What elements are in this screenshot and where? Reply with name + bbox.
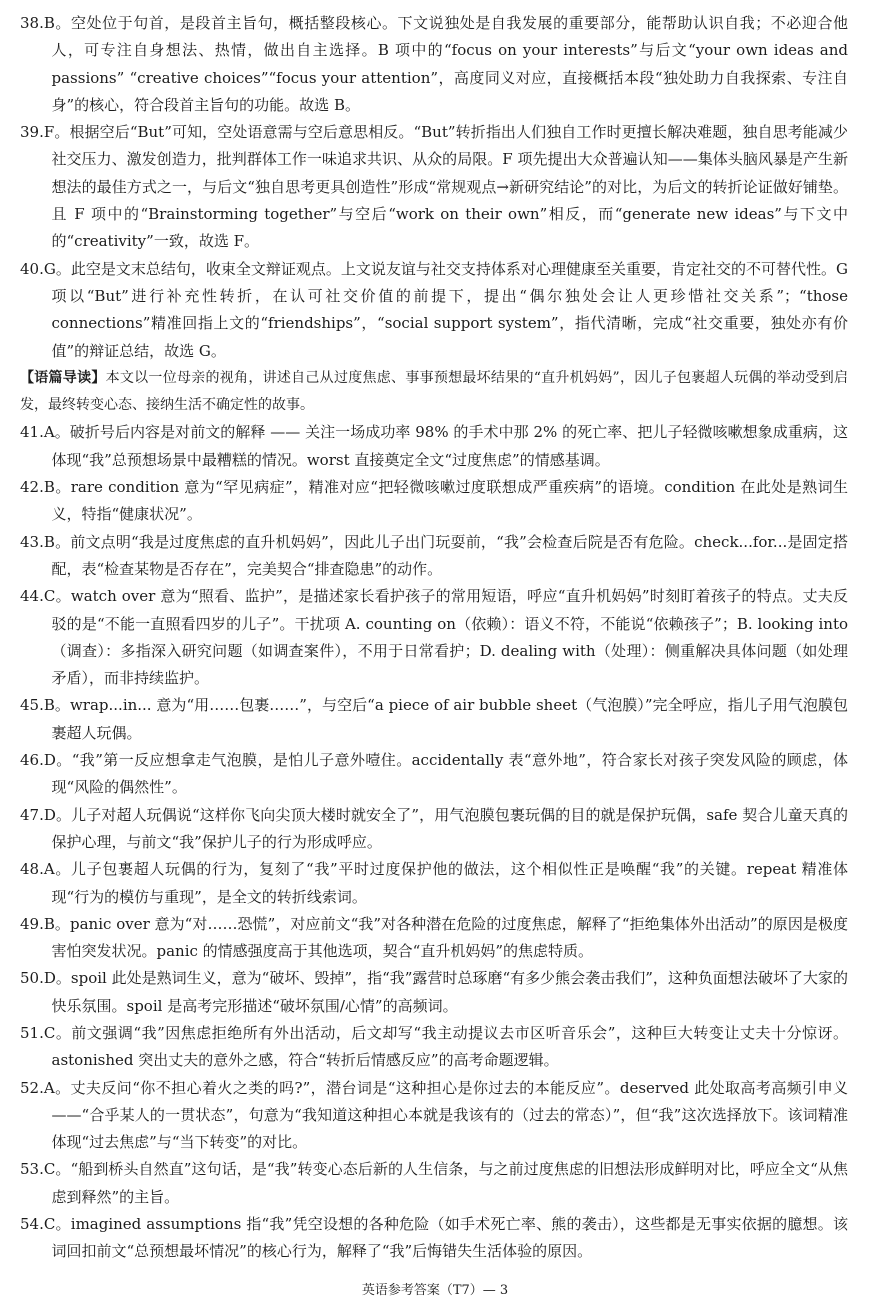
answer-explanation: B。空处位于句首，是段首主旨句，概括整段核心。下文说独处是自我发展的重要部分，能帮助认识自我；不必迎合他人，可专注自身想法、热情，做出自主选择。B 项中的“focus on your interests”与后文“your own ideas and passions” “creative choices”“focus your attention”，高度同义对应，直接概括本段“独处助力自我探索、专注自身”的核心，符合段首主旨句的功能。故选 B。 [43,14,848,114]
answer-entry [20,474,848,529]
question-number: 53. [20,1160,44,1179]
answer-entry [20,419,848,474]
answer-entry [20,802,848,857]
answer-explanation: F。根据空后“But”可知，空处语意需与空后意思相反。“But”转折指出人们独自工作时更擅长解决难题，独自思考能减少社交压力、激发创造力，批判群体工作一味追求共识、从众的局限。F 项先提出大众普遍认知——集体头脑风暴是产生新想法的最佳方式之一，与后文“独自思考更具创造性”形成“常规观点→新研究结论”的对比，为后文的转折论证做好铺垫。且 F 项中的“Brainstorming together”与空后“work on their own”相反，而“generate new ideas”与下文中的“creativity”一致，故选 F。 [43,123,848,251]
answer-list-reading [20,10,848,365]
answer-explanation: D。儿子对超人玩偶说“这样你飞向尖顶大楼时就安全了”，用气泡膜包裹玩偶的目的就是保护玩偶，safe 契合儿童天真的保护心理，与前文“我”保护儿子的行为形成呼应。 [43,805,848,851]
question-number: 38. [20,14,44,32]
question-number: 45. [20,696,44,715]
answer-explanation: C。前文强调“我”因焦虑拒绝所有外出活动，后文却写“我主动提议去市区听音乐会”，这种巨大转变让丈夫十分惊讶。astonished 突出丈夫的意外之感，符合“转折后情感反应”的高考命题逻辑。 [43,1023,848,1070]
answer-entry [20,692,848,747]
answer-entry [20,1156,848,1211]
question-number: 51. [20,1023,44,1042]
answer-entry [20,529,848,584]
question-number: 50. [20,969,44,988]
answer-list-cloze [20,419,848,1265]
answer-explanation: A。丈夫反问“你不担心着火之类的吗?”，潜台词是“这种担心是你过去的本能反应”。deserved 此处取高考高频引申义——“合乎某人的一贯状态”，句意为“我知道这种担心本就是我该有的（过去的常态）”，但“我”这次选择放下。该词精准体现“过去焦虑”与“当下转变”的对比。 [43,1078,848,1152]
answer-explanation: G。此空是文末总结句，收束全文辩证观点。上文说友谊与社交支持体系对心理健康至关重要，肯定社交的不可替代性。G 项以“But”进行补充性转折，在认可社交价值的前提下，提出“偶尔独处会让人更珍惜社交关系”；“those connections”精准回指上文的“friendships”，“social support system”，指代清晰，完成“社交重要，独处亦有价值”的辩证总结，故选 G。 [43,259,848,360]
answer-entry [20,256,848,365]
question-number: 48. [20,860,44,879]
answer-entry [20,747,848,802]
answer-explanation: D。“我”第一反应想拿走气泡膜，是怕儿子意外噎住。accidentally 表“意外地”，符合家长对孩子突发风险的顾虑，体现“风险的偶然性”。 [43,751,848,797]
answer-entry [20,856,848,911]
answer-entry [20,911,848,966]
answer-entry [20,10,848,119]
answer-entry [20,1075,848,1157]
question-number: 47. [20,805,44,824]
guide-text: 本文以一位母亲的视角，讲述自己从过度焦虑、事事预想最坏结果的“直升机妈妈”，因儿子包裹超人玩偶的举动受到启发，最终转变心态、接纳生活不确定性的故事。 [20,369,849,414]
answer-entry [20,119,848,255]
guide-label: 【语篇导读】 [20,369,106,386]
answer-explanation: C。imagined assumptions 指“我”凭空设想的各种危险（如手术死亡率、熊的袭击），这些都是无事实依据的臆想。该词回扣前文“总预想最坏情况”的核心行为，解释了“我”后悔错失生活体验的原因。 [43,1215,848,1261]
question-number: 41. [20,423,44,442]
answer-explanation: B。wrap...in... 意为“用……包裹……”，与空后“a piece of air bubble sheet（气泡膜）”完全呼应，指儿子用气泡膜包裹超人玩偶。 [43,696,848,742]
answer-explanation: A。破折号后内容是对前文的解释 —— 关注一场成功率 98% 的手术中那 2% 的死亡率、把儿子轻微咳嗽想象成重病，这体现“我”总预想场景中最糟糕的情况。worst 直接奠定全文“过度焦虑”的情感基调。 [43,423,848,469]
answer-entry [20,1211,848,1266]
passage-guide [20,365,848,420]
question-number: 54. [20,1215,44,1234]
answer-explanation: B。rare condition 意为“罕见病症”，精准对应“把轻微咳嗽过度联想成严重疾病”的语境。condition 在此处是熟词生义，特指“健康状况”。 [43,478,848,524]
answer-explanation: C。“船到桥头自然直”这句话，是“我”转变心态后新的人生信条，与之前过度焦虑的旧想法形成鲜明对比，呼应全文“从焦虑到释然”的主旨。 [43,1160,848,1206]
answer-explanation: B。panic over 意为“对……恐慌”，对应前文“我”对各种潜在危险的过度焦虑，解释了“拒绝集体外出活动”的原因是极度害怕突发状况。panic 的情感强度高于其他选项，契合“直升机妈妈”的焦虑特质。 [43,914,848,961]
answer-explanation: C。watch over 意为“照看、监护”，是描述家长看护孩子的常用短语，呼应“直升机妈妈”时刻盯着孩子的特点。丈夫反驳的是“不能一直照看四岁的儿子”。干扰项 A. counting on（依赖）：语义不符，不能说“依赖孩子”；B. looking into（调查）：多指深入研究问题（如调查案件），不用于日常看护；D. dealing with（处理）：侧重解决具体问题（如处理矛盾），而非持续监护。 [43,587,848,688]
answer-explanation: D。spoil 此处是熟词生义，意为“破坏、毁掉”，指“我”露营时总琢磨“有多少熊会袭击我们”，这种负面想法破坏了大家的快乐氛围。spoil 是高考完形描述“破坏氛围/心情”的高频词。 [43,969,848,1015]
answer-entry [20,1020,848,1075]
answer-entry [20,583,848,692]
question-number: 52. [20,1078,44,1097]
question-number: 43. [20,532,44,551]
answer-explanation: B。前文点明“我是过度焦虑的直升机妈妈”，因此儿子出门玩耍前，“我”会检查后院是否有危险。check...for...是固定搭配，表“检查某物是否存在”，完美契合“排查隐患”的动作。 [43,532,848,578]
question-number: 49. [20,914,44,933]
question-number: 44. [20,587,44,606]
question-number: 39. [20,123,44,142]
question-number: 46. [20,751,44,770]
question-number: 42. [20,478,44,497]
page-footer: 英语参考答案（T7）— 3 [361,1282,509,1298]
question-number: 40. [20,259,44,278]
answer-entry [20,965,848,1020]
answer-explanation: A。儿子包裹超人玩偶的行为，复刻了“我”平时过度保护他的做法，这个相似性正是唤醒“我”的关键。repeat 精准体现“行为的模仿与重现”，是全文的转折线索词。 [43,860,848,906]
